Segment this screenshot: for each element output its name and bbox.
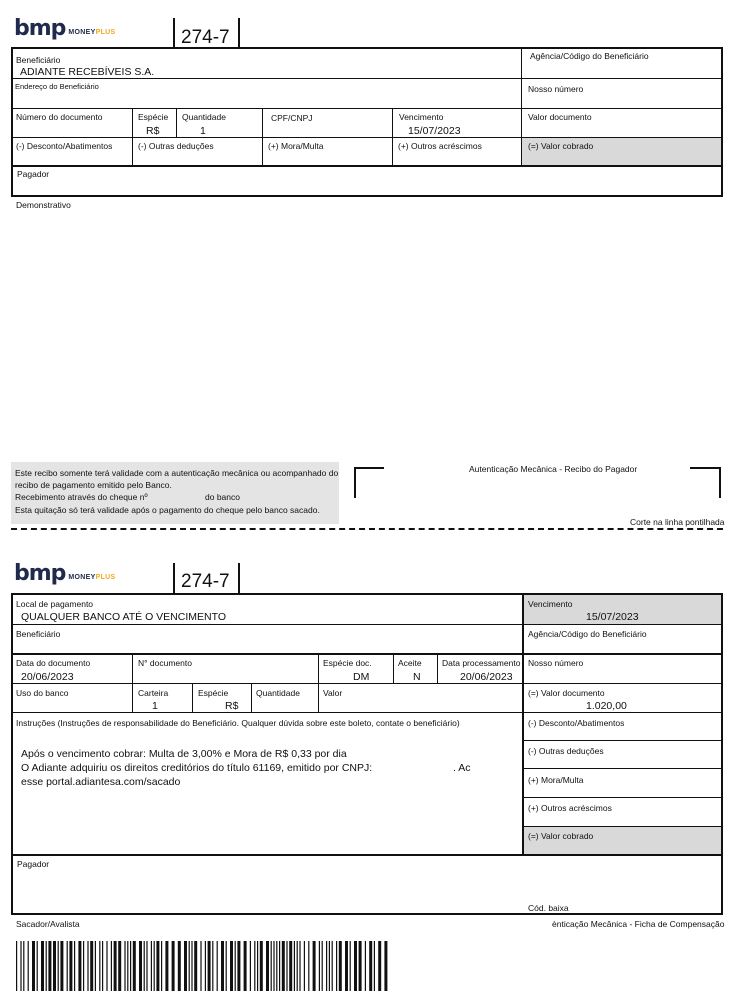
carteira-value: 1 xyxy=(152,700,158,712)
barcode-bar xyxy=(230,941,233,991)
sacador-label: Sacador/Avalista xyxy=(16,919,80,929)
barcode-bar xyxy=(235,941,236,991)
barcode-bar xyxy=(133,941,136,991)
barcode-bar xyxy=(130,941,131,991)
barcode-bar xyxy=(299,941,300,991)
barcode-bar xyxy=(282,941,285,991)
cod-baixa-label: Cód. baixa xyxy=(528,903,569,913)
especie-label: Espécie xyxy=(198,688,229,698)
valor-cobrado-label: (=) Valor cobrado xyxy=(528,831,594,841)
data-documento-value: 20/06/2023 xyxy=(21,671,74,683)
ficha-label: ènticação Mecânica - Ficha de Compensação xyxy=(552,919,725,929)
barcode-bar xyxy=(273,941,274,991)
divider xyxy=(522,768,723,769)
barcode-bar xyxy=(329,941,330,991)
barcode-bar xyxy=(53,941,56,991)
auth-bracket-left xyxy=(354,467,384,498)
barcode-bar xyxy=(111,941,112,991)
uso-banco-label: Uso do banco xyxy=(16,688,69,698)
barcode-bar xyxy=(319,941,320,991)
beneficiario-label: Beneficiário xyxy=(16,629,61,639)
outras-deducoes-label: (-) Outras deduções xyxy=(138,141,214,151)
especie-label: Espécie xyxy=(138,112,169,122)
divider xyxy=(173,563,175,593)
barcode-bar xyxy=(384,941,387,991)
divider xyxy=(11,108,723,109)
quantidade-label: Quantidade xyxy=(256,688,300,698)
vencimento-value: 15/07/2023 xyxy=(586,611,639,623)
endereco-label: Endereço do Beneficiário xyxy=(15,82,99,91)
notice-line: do banco xyxy=(205,492,240,502)
barcode-bar xyxy=(378,941,381,991)
divider xyxy=(238,18,240,48)
receipt-notice xyxy=(11,462,339,524)
aceite-label: Aceite xyxy=(398,658,422,668)
bank-code: 274-7 xyxy=(181,571,230,592)
barcode-bar xyxy=(48,941,51,991)
barcode-bar xyxy=(226,941,227,991)
barcode-bar xyxy=(154,941,155,991)
beneficiario-value: ADIANTE RECEBÍVEIS S.A. xyxy=(20,66,155,78)
barcode-bar xyxy=(313,941,316,991)
logo-wordmark: bmp xyxy=(14,561,66,586)
outros-acrescimos-label: (+) Outros acréscimos xyxy=(398,141,482,151)
barcode-bar xyxy=(90,941,93,991)
pagador-label: Pagador xyxy=(17,169,50,179)
barcode-bar xyxy=(95,941,96,991)
divider xyxy=(522,740,723,741)
divider xyxy=(11,712,723,713)
logo-subtitle: MONEYPLUS xyxy=(68,29,116,36)
instrucao-line: . Ac xyxy=(453,762,471,774)
barcode-bar xyxy=(74,941,75,991)
barcode-bar xyxy=(178,941,181,991)
barcode-bar xyxy=(200,941,201,991)
divider xyxy=(173,18,175,48)
barcode-bar xyxy=(266,941,269,991)
divider xyxy=(11,78,723,79)
divider xyxy=(251,683,252,713)
barcode-bar xyxy=(23,941,24,991)
barcode-bar xyxy=(257,941,258,991)
especie-doc-value: DM xyxy=(353,671,370,683)
notice-line: Este recibo somente terá validade com a autenticação mecânica ou acompanhado do xyxy=(15,468,339,478)
divider xyxy=(11,683,723,684)
barcode-bar xyxy=(332,941,333,991)
barcode-bar xyxy=(60,941,63,991)
barcode-bar xyxy=(244,941,247,991)
logo-subtitle: MONEYPLUS xyxy=(68,574,116,581)
barcode-bar xyxy=(114,941,117,991)
mora-label: (+) Mora/Multa xyxy=(268,141,324,151)
barcode-bar xyxy=(297,941,298,991)
barcode-bar xyxy=(99,941,100,991)
barcode-bar xyxy=(237,941,240,991)
barcode xyxy=(14,941,394,991)
barcode-bar xyxy=(212,941,213,991)
valor-documento-value: 1.020,00 xyxy=(586,700,627,712)
barcode-bar xyxy=(69,941,72,991)
barcode-bar xyxy=(365,941,366,991)
barcode-bar xyxy=(189,941,190,991)
barcode-bar xyxy=(322,941,323,991)
barcode-bar xyxy=(254,941,255,991)
barcode-bar xyxy=(250,941,251,991)
barcode-bar xyxy=(106,941,107,991)
barcode-bar xyxy=(208,941,211,991)
barcode-bar xyxy=(20,941,21,991)
barcode-bar xyxy=(127,941,128,991)
autenticacao-label: Autenticação Mecânica - Recibo do Pagador xyxy=(469,464,638,474)
barcode-bar xyxy=(172,941,175,991)
barcode-bar xyxy=(294,941,295,991)
divider xyxy=(176,108,177,138)
barcode-bar xyxy=(41,941,44,991)
barcode-bar xyxy=(87,941,88,991)
barcode-bar xyxy=(46,941,47,991)
aceite-value: N xyxy=(413,671,421,683)
barcode-bar xyxy=(339,941,342,991)
barcode-bar xyxy=(32,941,35,991)
barcode-bar xyxy=(83,941,84,991)
valor-cobrado-label: (=) Valor cobrado xyxy=(528,141,594,151)
quantidade-label: Quantidade xyxy=(182,112,226,122)
demonstrativo-label: Demonstrativo xyxy=(16,200,71,210)
barcode-bar xyxy=(156,941,159,991)
barcode-bar xyxy=(67,941,68,991)
bank-code: 274-7 xyxy=(181,27,230,48)
pagador-label: Pagador xyxy=(17,859,50,869)
cpf-label: CPF/CNPJ xyxy=(271,113,313,123)
barcode-bar xyxy=(279,941,280,991)
instrucao-line: esse portal.adiantesa.com/sacado xyxy=(21,776,181,788)
valor-label: Valor xyxy=(323,688,343,698)
vencimento-value: 15/07/2023 xyxy=(408,125,461,137)
vencimento-label: Vencimento xyxy=(528,599,573,609)
agencia-label: Agência/Código do Beneficiário xyxy=(530,51,649,61)
outras-deducoes-label: (-) Outras deduções xyxy=(528,746,604,756)
barcode-bar xyxy=(374,941,375,991)
barcode-bar xyxy=(191,941,192,991)
barcode-bar xyxy=(144,941,145,991)
valor-documento-label: (=) Valor documento xyxy=(528,688,605,698)
divider xyxy=(392,108,393,166)
barcode-bar xyxy=(336,941,337,991)
barcode-bar xyxy=(326,941,327,991)
barcode-bar xyxy=(28,941,29,991)
divider xyxy=(11,165,723,167)
divider xyxy=(393,653,394,684)
divider xyxy=(522,797,723,798)
especie-doc-label: Espécie doc. xyxy=(323,658,372,668)
local-value: QUALQUER BANCO ATÉ O VENCIMENTO xyxy=(21,611,226,623)
instrucao-line: Após o vencimento cobrar: Multa de 3,00% e Mora de R$ 0,33 por dia xyxy=(21,748,347,760)
bank-logo xyxy=(14,18,115,40)
especie-value: R$ xyxy=(225,700,239,712)
divider xyxy=(318,653,319,713)
mora-label: (+) Mora/Multa xyxy=(528,775,584,785)
numero-documento-label: N° documento xyxy=(138,658,192,668)
numero-documento-label: Número do documento xyxy=(16,112,103,122)
divider xyxy=(11,624,723,625)
beneficiario-label: Beneficiário xyxy=(16,55,61,65)
barcode-bar xyxy=(308,941,309,991)
barcode-bar xyxy=(16,941,17,991)
desconto-label: (-) Desconto/Abatimentos xyxy=(16,141,113,151)
barcode-bar xyxy=(37,941,38,991)
barcode-bar xyxy=(359,941,362,991)
notice-line: recibo de pagamento emitido pelo Banco. xyxy=(15,480,172,490)
barcode-bar xyxy=(184,941,187,991)
desconto-label: (-) Desconto/Abatimentos xyxy=(528,718,625,728)
divider xyxy=(238,563,240,593)
barcode-bar xyxy=(118,941,121,991)
divider xyxy=(437,653,438,684)
barcode-bar xyxy=(276,941,277,991)
valor-documento-label: Valor documento xyxy=(528,112,592,122)
outros-acrescimos-label: (+) Outros acréscimos xyxy=(528,803,612,813)
agencia-label: Agência/Código do Beneficiário xyxy=(528,629,647,639)
local-label: Local de pagamento xyxy=(16,599,94,609)
especie-value: R$ xyxy=(146,125,160,137)
data-processamento-value: 20/06/2023 xyxy=(460,671,513,683)
barcode-bar xyxy=(151,941,152,991)
barcode-bar xyxy=(354,941,357,991)
bank-logo xyxy=(14,563,115,585)
cut-line xyxy=(11,528,723,530)
barcode-bar xyxy=(217,941,218,991)
nosso-numero-label: Nosso número xyxy=(528,84,584,94)
divider xyxy=(192,683,193,713)
notice-line: Recebimento através do cheque nº xyxy=(15,492,148,502)
instrucao-line: O Adiante adquiriu os direitos creditórios do título 61169, emitido por CNPJ: xyxy=(21,762,373,774)
divider xyxy=(132,653,133,713)
barcode-bar xyxy=(205,941,206,991)
divider xyxy=(262,108,263,166)
barcode-bar xyxy=(146,941,147,991)
nosso-numero-label: Nosso número xyxy=(528,658,584,668)
barcode-bar xyxy=(289,941,292,991)
barcode-bar xyxy=(139,941,142,991)
barcode-bar xyxy=(286,941,287,991)
barcode-bar xyxy=(78,941,81,991)
barcode-bar xyxy=(221,941,224,991)
data-documento-label: Data do documento xyxy=(16,658,91,668)
notice-line: Esta quitação só terá validade após o pagamento do cheque pelo banco sacado. xyxy=(15,505,320,515)
barcode-bar xyxy=(102,941,103,991)
instrucoes-label: Instruções (Instruções de responsabilidade do Beneficiário. Qualquer dúvida sobre este boleto, contate o beneficiário) xyxy=(16,718,460,728)
barcode-bar xyxy=(345,941,348,991)
corte-label: Corte na linha pontilhada xyxy=(630,517,725,527)
barcode-bar xyxy=(194,941,197,991)
carteira-label: Carteira xyxy=(138,688,169,698)
barcode-bar xyxy=(58,941,59,991)
divider xyxy=(522,593,524,855)
barcode-bar xyxy=(271,941,272,991)
barcode-bar xyxy=(369,941,372,991)
barcode-bar xyxy=(161,941,162,991)
data-processamento-label: Data processamento xyxy=(442,658,521,668)
barcode-bar xyxy=(260,941,263,991)
auth-bracket-right xyxy=(690,467,721,498)
quantidade-value: 1 xyxy=(200,125,206,137)
vencimento-label: Vencimento xyxy=(399,112,444,122)
barcode-bar xyxy=(124,941,125,991)
barcode-bar xyxy=(165,941,168,991)
divider xyxy=(11,653,723,655)
divider xyxy=(132,108,133,166)
barcode-bar xyxy=(350,941,351,991)
divider xyxy=(11,854,723,856)
logo-wordmark: bmp xyxy=(14,16,66,41)
barcode-bar xyxy=(304,941,305,991)
